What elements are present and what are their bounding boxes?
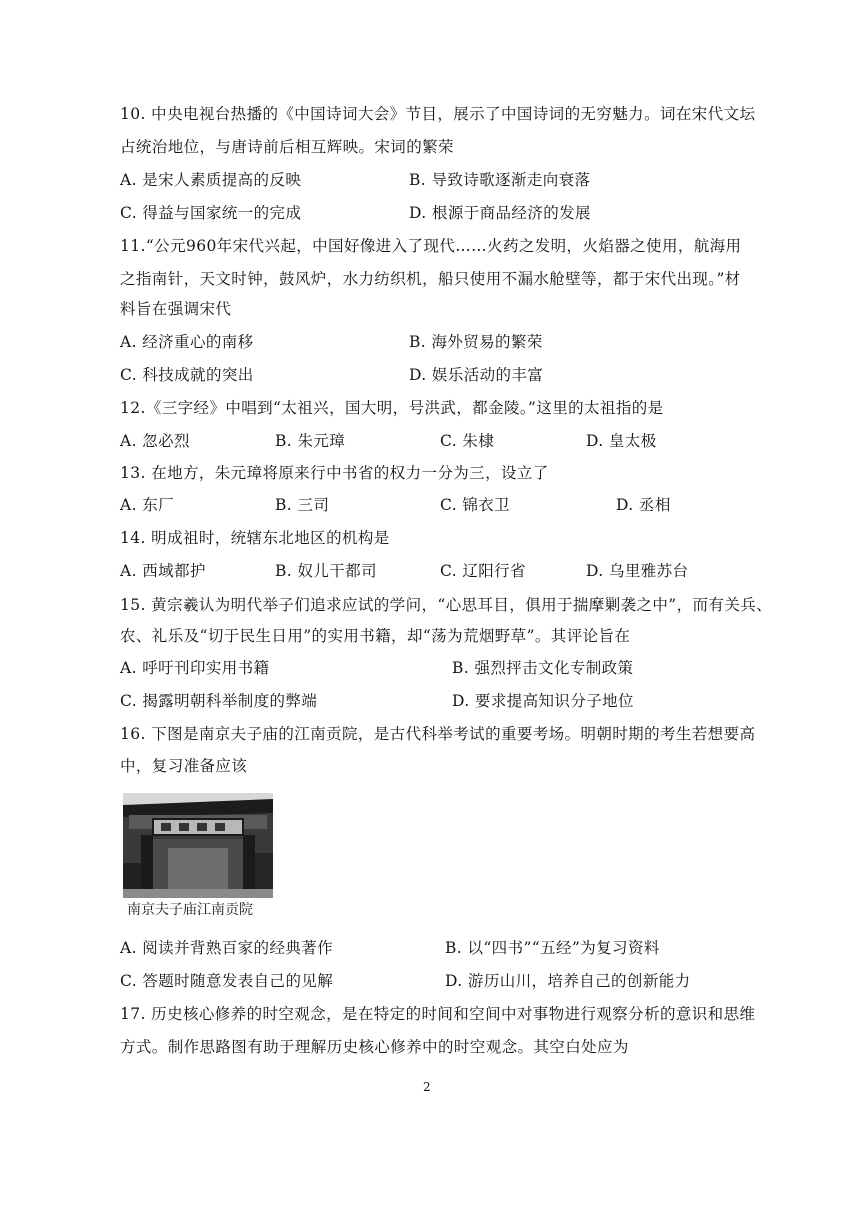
question-10-option-b: B. 导致诗歌逐渐走向衰落: [409, 171, 591, 189]
question-13-stem: 13. 在地方，朱元璋将原来行中书省的权力一分为三，设立了: [120, 464, 549, 482]
gongyuan-photo: [123, 793, 273, 898]
question-12-option-b: B. 朱元璋: [275, 432, 346, 450]
question-11-option-c: C. 科技成就的突出: [120, 366, 254, 384]
question-15-option-d: D. 要求提高知识分子地位: [452, 692, 634, 710]
question-16-option-a: A. 阅读并背熟百家的经典著作: [120, 939, 334, 957]
question-16-option-b: B. 以“四书”“五经”为复习资料: [445, 939, 660, 957]
question-12-option-a: A. 忽必烈: [120, 432, 190, 450]
question-11-option-d: D. 娱乐活动的丰富: [409, 366, 544, 384]
question-11-option-b: B. 海外贸易的繁荣: [409, 333, 543, 351]
question-12-option-c: C. 朱棣: [440, 432, 495, 450]
question-11-stem: 11.“公元960年宋代兴起，中国好像进入了现代……火药之发明，火焰器之使用，航海用: [120, 237, 742, 255]
question-14-stem: 14. 明成祖时，统辖东北地区的机构是: [120, 529, 390, 547]
question-17-stem-cont: 方式。制作思路图有助于理解历史核心修养中的时空观念。其空白处应为: [120, 1038, 629, 1056]
question-12-option-d: D. 皇太极: [586, 432, 657, 450]
question-17-stem: 17. 历史核心修养的时空观念，是在特定的时间和空间中对事物进行观察分析的意识和思维: [120, 1005, 756, 1023]
question-12-stem: 12.《三字经》中唱到“太祖兴，国大明，号洪武，都金陵。”这里的太祖指的是: [120, 399, 664, 417]
question-16-option-d: D. 游历山川，培养自己的创新能力: [445, 972, 691, 990]
question-15-stem-cont: 农、礼乐及“切于民生日用”的实用书籍，却“荡为荒烟野草”。其评论旨在: [120, 627, 631, 645]
question-16-stem: 16. 下图是南京夫子庙的江南贡院，是古代科举考试的重要考场。明朝时期的考生若想要高: [120, 725, 756, 743]
question-11-option-a: A. 经济重心的南移: [120, 333, 254, 351]
question-11-stem-cont: 之指南针，天文时钟，鼓风炉，水力纺织机，船只使用不漏水舱壁等，都于宋代出现。”材: [120, 270, 741, 288]
question-13-option-b: B. 三司: [275, 496, 330, 514]
question-14-option-a: A. 西域都护: [120, 562, 206, 580]
gongyuan-gate-illustration: [123, 793, 273, 898]
question-10-option-d: D. 根源于商品经济的发展: [409, 204, 591, 222]
page-number: 2: [423, 1080, 431, 1094]
question-13-option-c: C. 锦衣卫: [440, 496, 511, 514]
question-10-option-c: C. 得益与国家统一的完成: [120, 204, 302, 222]
question-11-stem-cont2: 料旨在强调宋代: [120, 300, 232, 318]
question-15-option-c: C. 揭露明朝科举制度的弊端: [120, 692, 318, 710]
question-16-option-c: C. 答题时随意发表自己的见解: [120, 972, 334, 990]
question-14-option-c: C. 辽阳行省: [440, 562, 526, 580]
question-10-option-a: A. 是宋人素质提高的反映: [120, 171, 302, 189]
question-15-option-a: A. 呼吁刊印实用书籍: [120, 659, 270, 677]
photo-caption: 南京夫子庙江南贡院: [127, 902, 253, 918]
question-16-stem-cont: 中，复习准备应该: [120, 757, 248, 775]
question-15-option-b: B. 强烈抨击文化专制政策: [452, 659, 634, 677]
question-14-option-b: B. 奴儿干都司: [275, 562, 377, 580]
question-10-stem: 10. 中央电视台热播的《中国诗词大会》节目，展示了中国诗词的无穷魅力。词在宋代文坛: [120, 105, 756, 123]
question-13-option-a: A. 东厂: [120, 496, 175, 514]
question-15-stem: 15. 黄宗羲认为明代举子们追求应试的学问，“心思耳目，俱用于揣摩剿袭之中”，而有关兵、: [120, 596, 773, 614]
question-10-stem-cont: 占统治地位，与唐诗前后相互辉映。宋词的繁荣: [120, 138, 454, 156]
question-14-option-d: D. 乌里雅苏台: [586, 562, 689, 580]
question-13-option-d: D. 丞相: [616, 496, 671, 514]
